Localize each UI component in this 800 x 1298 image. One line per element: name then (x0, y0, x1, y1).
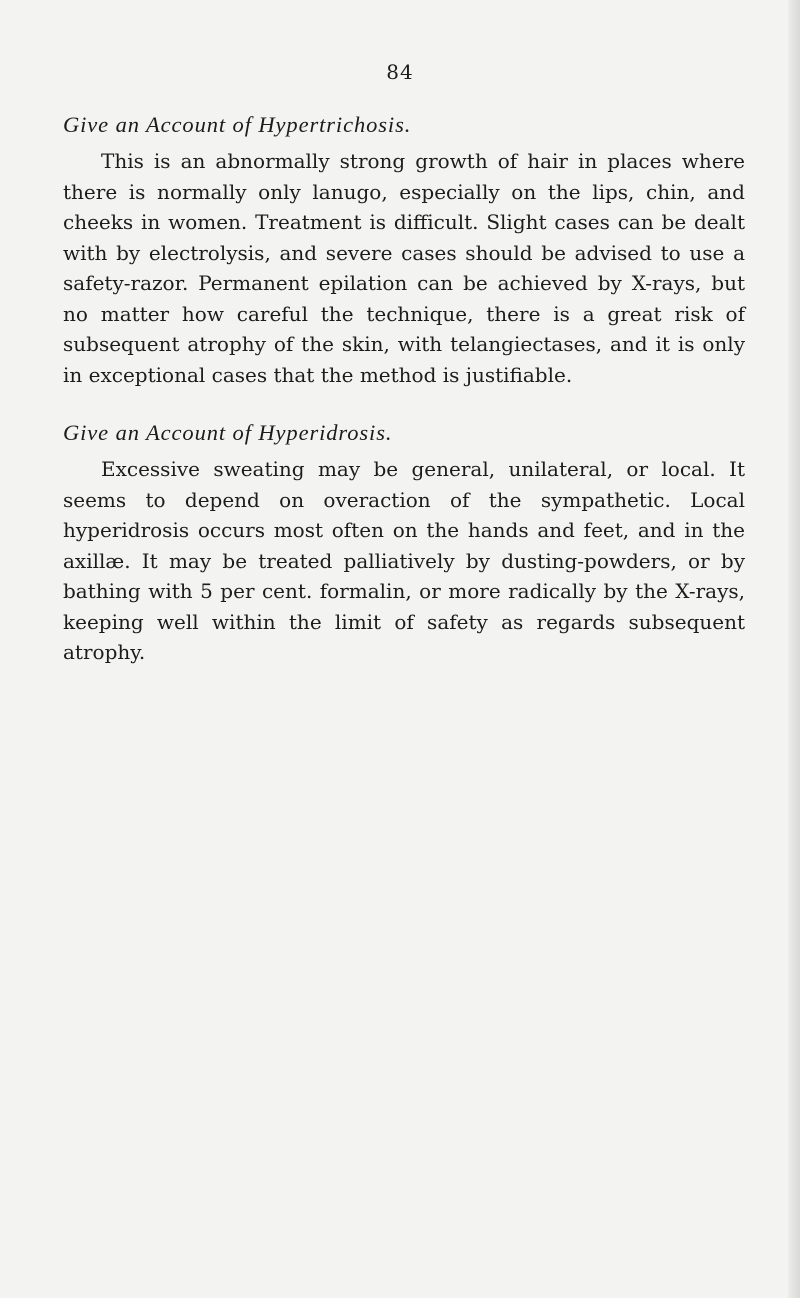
section-hyperidrosis (63, 416, 745, 668)
section-paragraph: Excessive sweating may be general, unilateral, or local. It seems to depend on overaction of the sympathetic. Local hyperidrosis occurs most often on the hands and feet, and in the axillæ. It may be treated palliatively by dusting-powders, or by bathing with 5 per cent. formalin, or more radically by the X-rays, keeping well within the limit of safety as regards subsequent atrophy. (63, 457, 745, 664)
section-heading: Give an Account of Hypertrichosis. (63, 112, 412, 137)
page-edge-shadow (788, 0, 800, 1298)
section-heading: Give an Account of Hyperidrosis. (63, 420, 393, 445)
page-content (63, 108, 745, 694)
page-number: 84 (386, 60, 414, 84)
section-hypertrichosis (63, 108, 745, 390)
section-paragraph: This is an abnormally strong growth of hair in places where there is normally only lanugo, especially on the lips, chin, and cheeks in women. Treatment is difficult. Slight cases can be dealt with by electrolysis, and severe cases should be advised to use a safety-razor. Permanent epilation can be achieved by X-rays, but no matter how careful the technique, there is a great risk of subsequent atrophy of the skin, with telangiectases, and it is only in exceptional cases that the method is justifiable. (63, 149, 745, 387)
